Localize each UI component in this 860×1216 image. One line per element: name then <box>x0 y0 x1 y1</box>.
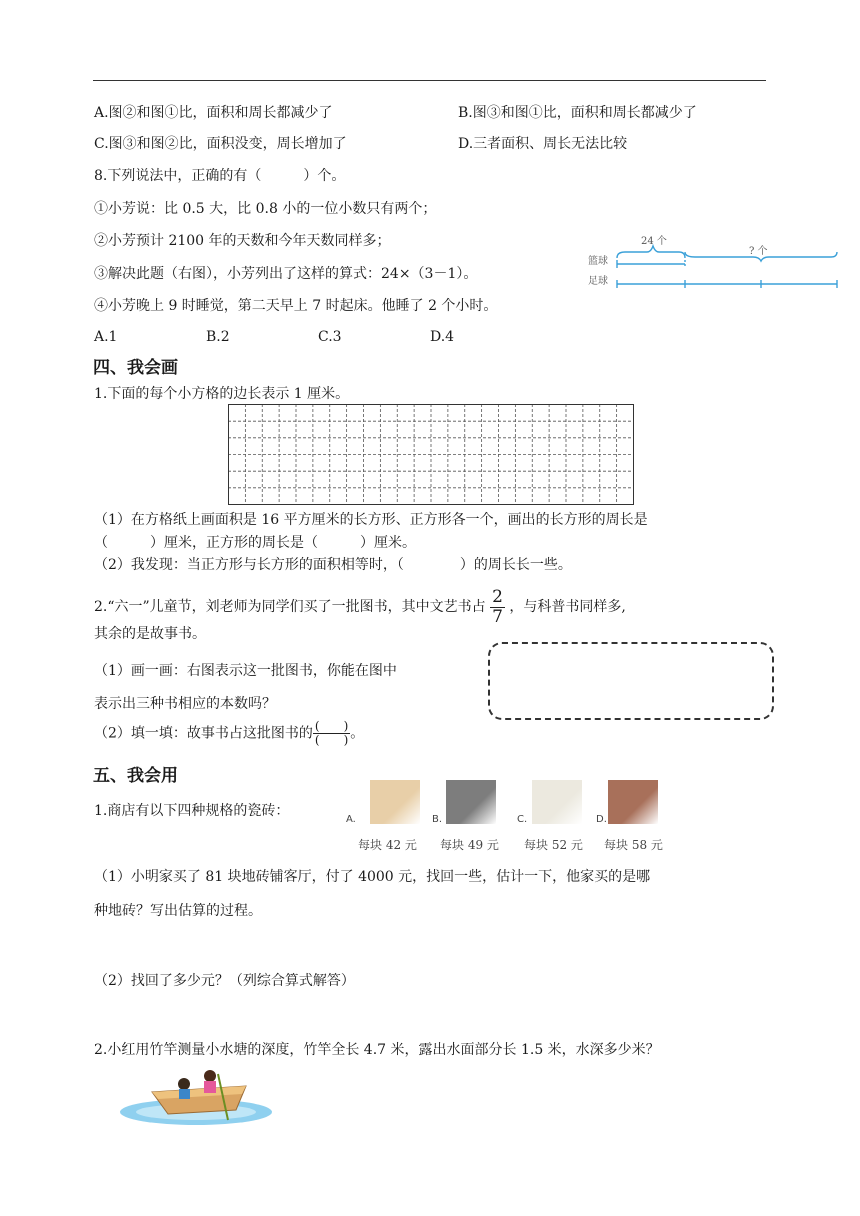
q7-option-d: D.三者面积、周长无法比较 <box>458 136 628 152</box>
s4-q1-part1-line2: （ ）厘米，正方形的周长是（ ）厘米。 <box>94 535 416 551</box>
boat-illustration <box>118 1064 274 1130</box>
s4-q1-part2: （2）我发现：当正方形与长方形的面积相等时，（ ）的周长长一些。 <box>94 557 572 573</box>
q8-line-diagram <box>585 236 841 292</box>
s4-q1-part1-line1: （1）在方格纸上画面积是 16 平方厘米的长方形、正方形各一个，画出的长方形的周长是 <box>94 512 648 528</box>
q8-stem: 8.下列说法中，正确的有（ ）个。 <box>94 168 346 184</box>
answer-fraction-blank[interactable] <box>313 720 350 747</box>
s4-q1-stem: 1.下面的每个小方格的边长表示 1 厘米。 <box>94 386 350 402</box>
s4-q2-part2 <box>94 720 364 747</box>
fraction-numerator: 2 <box>492 587 503 607</box>
q8-option-c: C.3 <box>318 329 342 345</box>
tile-d-price: 每块 58 元 <box>604 838 663 852</box>
answer-denominator-blank[interactable]: ( ) <box>314 733 349 748</box>
q8-statement-4: ④小芳晚上 9 时睡觉，第二天早上 7 时起床。他睡了 2 个小时。 <box>94 298 498 314</box>
q8-diagram-top-label: 24 个 <box>641 236 667 247</box>
tile-c-label: C. <box>517 814 528 825</box>
answer-numerator-blank[interactable]: ( ) <box>314 719 349 733</box>
s4-q2-part1-line1: （1）画一画：右图表示这一批图书，你能在图中 <box>94 663 397 679</box>
tile-a-price: 每块 42 元 <box>358 838 417 852</box>
header-rule <box>93 80 766 81</box>
tile-b-image <box>446 780 496 824</box>
tile-d-label: D. <box>596 814 607 825</box>
s4-q2-part1-line2: 表示出三种书相应的本数吗？ <box>94 696 276 712</box>
q7-option-c: C.图③和图②比，面积没变，周长增加了 <box>94 136 347 152</box>
tile-b-price: 每块 49 元 <box>440 838 499 852</box>
q8-diagram-row1-label: 篮球 <box>588 256 608 267</box>
q7-option-b: B.图③和图①比，面积和周长都减少了 <box>458 105 697 121</box>
s5-q1-part2: （2）找回了多少元？（列综合算式解答） <box>94 973 355 989</box>
q8-option-a: A.1 <box>94 329 118 345</box>
q8-option-d: D.4 <box>430 329 455 345</box>
tile-c-image <box>532 780 582 824</box>
s4-q2-stem <box>94 588 626 626</box>
s4-q2-part2-end: 。 <box>350 725 365 742</box>
tile-b-label: B. <box>432 814 443 825</box>
q8-statement-1: ①小芳说：比 0.5 大，比 0.8 小的一位小数只有两个； <box>94 201 437 217</box>
s4-q2-stem-c: 其余的是故事书。 <box>94 626 206 642</box>
s4-q2-stem-a: 2.“六一”儿童节，刘老师为同学们买了一批图书，其中文艺书占 <box>94 599 486 616</box>
section-4-title: 四、我会画 <box>93 358 178 378</box>
q7-option-a: A.图②和图①比，面积和周长都减少了 <box>94 105 333 121</box>
boat-svg <box>118 1064 274 1126</box>
s5-q1-stem: 1.商店有以下四种规格的瓷砖： <box>94 803 290 819</box>
tile-c-price: 每块 52 元 <box>524 838 583 852</box>
q8-diagram-svg <box>585 236 841 292</box>
tile-d-image <box>608 780 658 824</box>
grid-paper[interactable] <box>228 404 634 509</box>
q8-diagram-row2-label: 足球 <box>588 276 608 287</box>
s5-q1-part1-line1: （1）小明家买了 81 块地砖铺客厅，付了 4000 元，找回一些，估计一下，他家买的是哪 <box>94 869 651 885</box>
s4-q2-stem-b: ，与科普书同样多, <box>509 599 626 616</box>
q8-diagram-right-label: ? 个 <box>749 246 768 257</box>
s5-q2-stem: 2.小红用竹竿测量小水塘的深度，竹竿全长 4.7 米，露出水面部分长 1.5 米，水深多少米？ <box>94 1042 660 1058</box>
s5-q1-part1-line2: 种地砖？写出估算的过程。 <box>94 903 262 919</box>
section-5-title: 五、我会用 <box>93 766 178 786</box>
q8-statement-3: ③解决此题（右图），小芳列出了这样的算式：24×（3－1）。 <box>94 266 478 282</box>
book-drawing-box[interactable] <box>488 642 774 720</box>
q8-option-b: B.2 <box>206 329 230 345</box>
fraction-denominator: 7 <box>492 606 503 627</box>
grid-paper-svg <box>228 404 634 505</box>
q8-statement-2: ②小芳预计 2100 年的天数和今年天数同样多； <box>94 233 391 249</box>
tile-a-image <box>370 780 420 824</box>
fraction-two-sevenths <box>490 588 505 626</box>
s4-q2-part2-text: （2）填一填：故事书占这批图书的 <box>94 725 313 742</box>
tile-a-label: A. <box>346 814 356 825</box>
